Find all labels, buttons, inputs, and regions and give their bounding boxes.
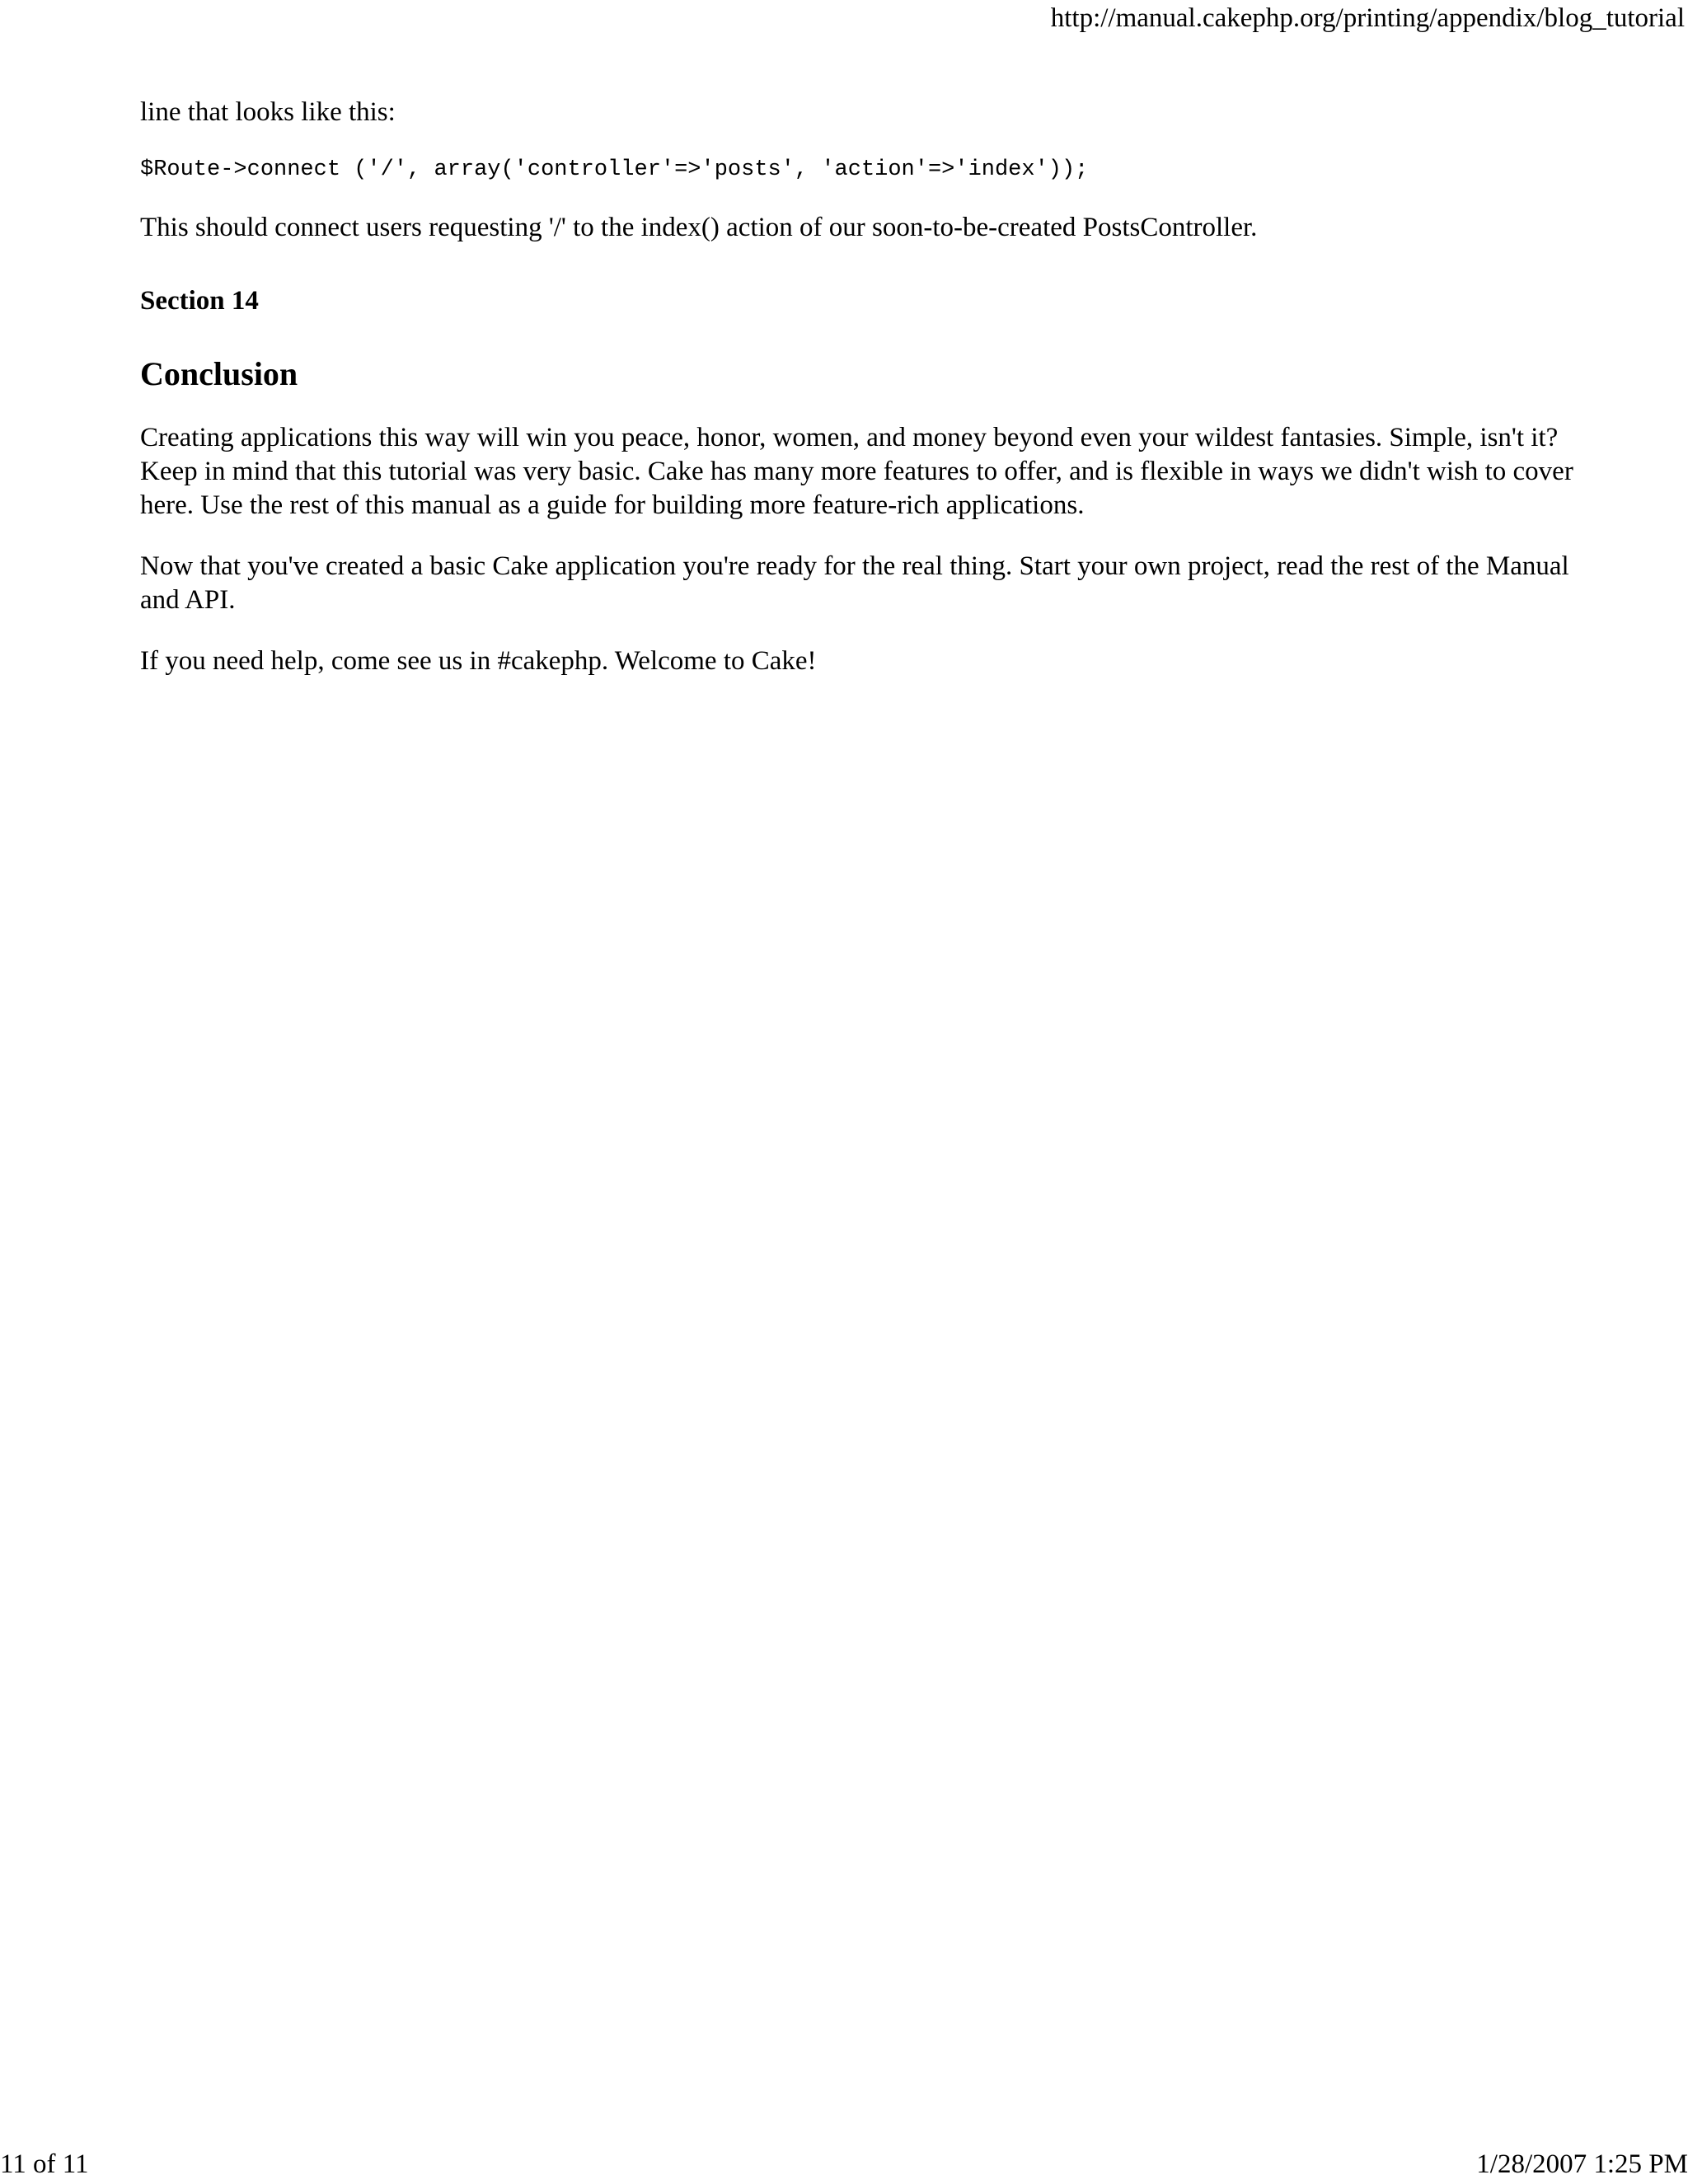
conclusion-paragraph-2: Now that you've created a basic Cake application you're ready for the real thing. Start your own project, read the rest of the Manual and API. (140, 551, 1569, 615)
printed-datetime: 1/28/2007 1:25 PM (1476, 2149, 1688, 2179)
route-explanation: This should connect users requesting '/' to the index() action of our soon-to-be-created PostsController. (140, 213, 1258, 242)
document-body (140, 96, 1574, 678)
section-label: Section 14 (140, 286, 259, 316)
page-indicator: 11 of 11 (0, 2149, 89, 2179)
print-header-url: http://manual.cakephp.org/printing/appendix/blog_tutorial (1050, 3, 1685, 33)
intro-fragment: line that looks like this: (140, 97, 396, 127)
conclusion-paragraph-3: If you need help, come see us in #cakephp. Welcome to Cake! (140, 646, 817, 676)
section-heading: Conclusion (140, 355, 298, 392)
conclusion-paragraph-1: Creating applications this way will win you peace, honor, women, and money beyond even your wildest fantasies. Simple, isn't it? Keep in mind that this tutorial was very basic. Cake has many more features to offer, and is flexible in ways we didn't wish to cover here. Use the rest of this manual as a guide for building more feature-rich applications. (140, 423, 1573, 520)
route-code-line: $Route->connect ('/', array('controller'=>'posts', 'action'=>'index')); (140, 157, 1089, 182)
